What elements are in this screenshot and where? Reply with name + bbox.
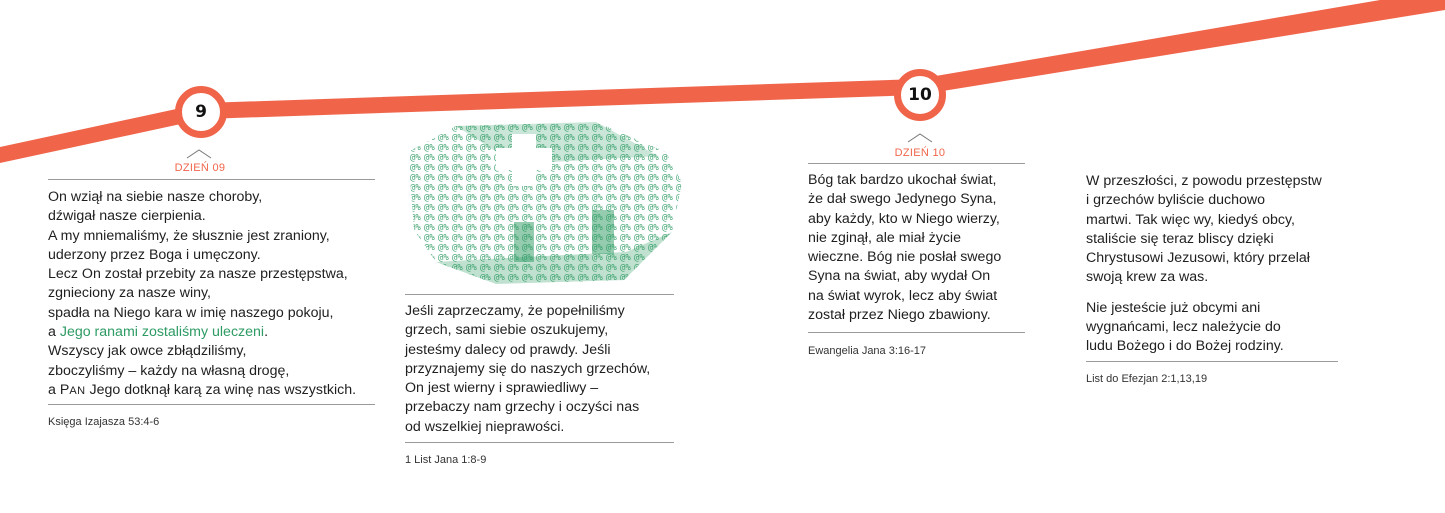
verse-line: przebaczy nam grzechy i oczyści nas	[405, 399, 640, 416]
verse-line: Lecz On został przebity za nasze przestępstwa,	[48, 266, 348, 283]
verse-text: a	[48, 324, 60, 341]
day-10-number: 10	[908, 85, 932, 105]
day-10-reference: Ewangelia Jana 3:16-17	[808, 345, 927, 357]
bread-loaf-text-art-icon	[396, 112, 686, 292]
lord-word-small-caps: AN	[69, 384, 86, 397]
ephesians-verse	[1086, 172, 1322, 368]
day-9-reference: Księga Izajasza 53:4-6	[48, 416, 160, 428]
ephesians-reference: List do Efezjan 2:1,13,19	[1086, 373, 1208, 385]
verse-line: że dał swego Jedynego Syna,	[808, 191, 997, 208]
verse-line: wygnańcami, lecz należycie do	[1086, 319, 1281, 336]
timeline-band	[0, 0, 1445, 163]
verse-line: Nie jesteście już obcymi ani	[1086, 299, 1261, 316]
verse-line: grzech, sami siebie oszukujemy,	[405, 322, 609, 339]
verse-line: został przez Niego zbawiony.	[808, 307, 991, 324]
verse-line: wieczne. Bóg nie posłał swego	[808, 249, 1002, 266]
verse-line: jesteśmy dalecy od prawdy. Jeśli	[405, 341, 611, 358]
verse-line: dźwigał nasze cierpienia.	[48, 208, 206, 225]
verse-line: na świat wyrok, lecz aby świat	[808, 287, 998, 304]
verse-line: martwi. Tak więc wy, kiedyś obcy,	[1086, 211, 1295, 228]
verse-line: od wszelkiej nieprawości.	[405, 418, 565, 435]
verse-paragraph	[1086, 299, 1322, 357]
caret-up-icon	[907, 133, 933, 143]
verse-text: Jego dotknął karą za winę nas wszystkich.	[85, 381, 357, 398]
divider	[405, 442, 674, 443]
verse-line: aby każdy, kto w Niego wierzy,	[808, 210, 1000, 227]
verse-line: A my mniemaliśmy, że słusznie jest zraniony,	[48, 227, 330, 244]
divider	[808, 332, 1025, 333]
john-letter-verse	[405, 302, 650, 437]
verse-line: spadła na Niego kara w imię naszego pokoju,	[48, 304, 334, 321]
verse-line: Chrystusowi Jezusowi, który przelał	[1086, 250, 1310, 267]
verse-line: uderzony przez Boga i umęczony.	[48, 246, 261, 263]
divider	[48, 404, 375, 405]
day-10-verse	[808, 171, 1001, 325]
day-9-marker	[175, 86, 227, 138]
verse-line: swoją krew za was.	[1086, 269, 1209, 286]
verse-line: W przeszłości, z powodu przestępstw	[1086, 173, 1322, 189]
divider	[1086, 361, 1338, 362]
verse-line: przyznajemy się do naszych grzechów,	[405, 360, 651, 377]
verse-line	[48, 323, 356, 342]
verse-line: Jeśli zaprzeczamy, że popełniliśmy	[405, 303, 625, 319]
verse-line: zgnieciony za nasze winy,	[48, 285, 211, 302]
divider	[48, 179, 375, 180]
day-10-marker	[894, 69, 946, 121]
day-9-number: 9	[195, 102, 207, 122]
verse-line: zboczyliśmy – każdy na własną drogę,	[48, 362, 290, 379]
verse-text: a	[48, 381, 60, 398]
verse-paragraph	[1086, 172, 1322, 288]
verse-line: staliście się teraz bliscy dzięki	[1086, 230, 1274, 247]
verse-line	[48, 381, 356, 401]
day-9-label: DZIEŃ 09	[174, 162, 226, 174]
highlighted-verse: Jego ranami zostaliśmy uleczeni	[59, 324, 265, 341]
verse-line: On jest wierny i sprawiedliwy –	[405, 380, 599, 397]
verse-text: .	[264, 324, 269, 341]
caret-up-icon	[186, 149, 212, 159]
verse-line: Bóg tak bardzo ukochał świat,	[808, 172, 997, 188]
verse-line: i grzechów byliście duchowo	[1086, 192, 1266, 209]
day-10-label: DZIEŃ 10	[894, 147, 946, 159]
lord-word-initial: P	[59, 381, 70, 398]
verse-line: Wszyscy jak owce zbłądziliśmy,	[48, 343, 247, 360]
verse-line: ludu Bożego i do Bożej rodziny.	[1086, 338, 1284, 355]
divider	[405, 294, 674, 295]
verse-line: Syna na świat, aby wydał On	[808, 268, 991, 285]
day-9-verse	[48, 188, 356, 401]
divider	[808, 163, 1025, 164]
verse-line: On wziął na siebie nasze choroby,	[48, 189, 263, 205]
john-letter-reference: 1 List Jana 1:8-9	[405, 454, 487, 466]
verse-line: nie zginął, ale miał życie	[808, 229, 961, 246]
